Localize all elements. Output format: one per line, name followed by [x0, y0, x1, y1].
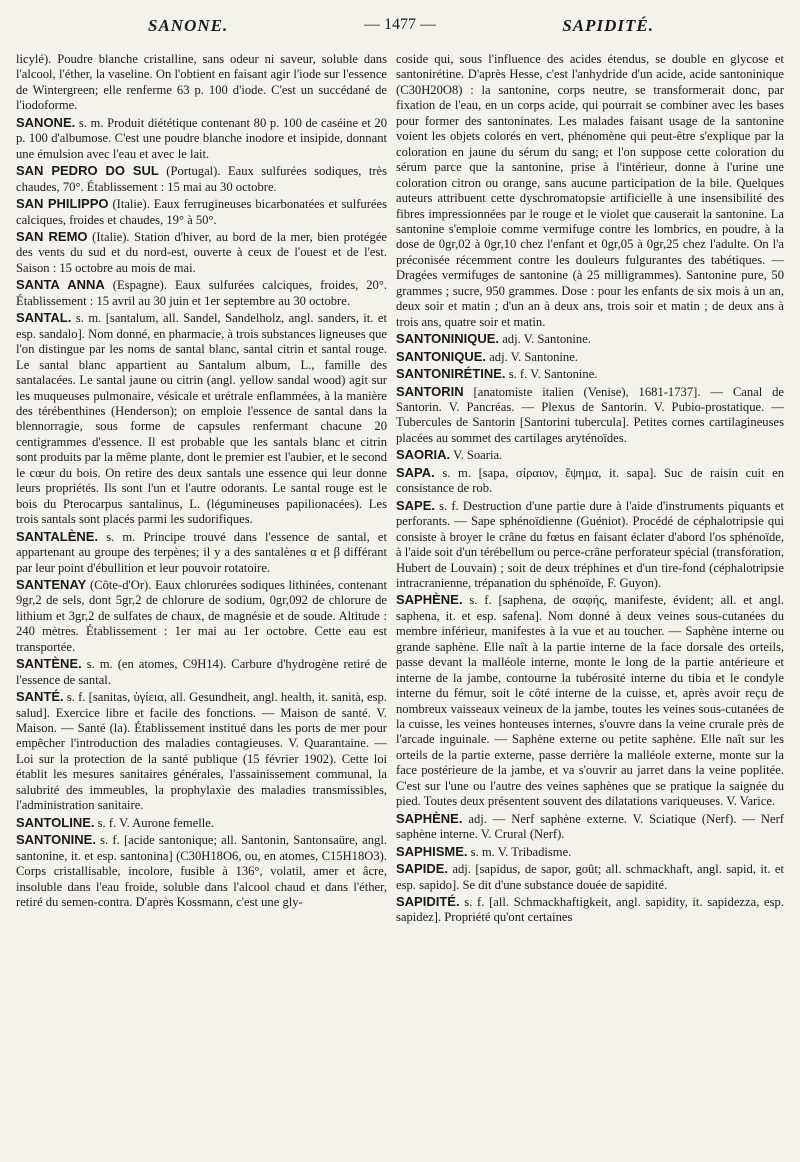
dictionary-entry [396, 861, 784, 893]
entry-headword: SAN REMO [16, 228, 88, 244]
entry-headword: SAPHÈNE. [396, 592, 463, 608]
entry-definition: (Espagne). Eaux sulfurées calciques, froides, 20°. Établissement : 15 avril au 30 juin et 1er septembre au 30 octobre. [16, 278, 388, 308]
entry-definition: s. m. (en atomes, C9H14). Carbure d'hydrogène retiré de l'essence de santal. [16, 657, 387, 687]
entry-definition: s. f. Destruction d'une partie dure à l'aide d'instruments piquants et perforants. — Sape sphénoïdienne (Guéniot). Procédé de céphalotripsie qui consiste à broyer le crâne du fœtus en faisant éclater d'abord l'os sphénoïde, à l'aide soit d'un térébellum ou perce-crâne perforateur spécial (transforation, Hubert de Louvain) ; soit de deux tréphines et d'un tire-fond (céphalotripsie intracranienne, trépanation du sphénoïde, F. Guyon). [396, 498, 784, 590]
page-header [20, 12, 780, 48]
running-head-right: SAPIDITÉ. [562, 16, 654, 35]
entry-definition: coside qui, sous l'influence des acides étendus, se double en glycose et santonirétine. D'après Hesse, c'est l'anhydride d'un acide, acide santoninique (C30H20O8) : la santonine, corps neutre, se transformerait donc, par fixation de l'eau, en un corps acide, qui pourrait se combiner avec les bases pour former des santoninates. Les malades faisant usage de la santonine voient les objets colorés en vert, phénomène qui peut-être s'explique par la coloration en jaune du sérum du sang; et l'on suppose cette coloration du sérum parce que la santonine, prise à l'intérieur, donne à l'urine une coloration citron ou orange, sans aucune participation de la bile. Quelques auteurs attribuent cette dyschromatopsie artificielle à une insensibilité des fibres impressionnées par le rouge et le violet que causerait la santonine. La santonine s'emploie comme vermifuge contre les lombrics, en poudre, à la dose de 0gr,02 à 0gr,10 chez l'enfant et 0gr,05 à 0gr,25 chez l'adulte. On l'a préconisée récemment contre les douleurs fulgurantes des tabétiques. — Dragées vermifuges de santonine (à 25 milligrammes). Santonine pure, 50 grammes ; sucre, 950 grammes. Dose : pour les enfants de six mois à un an, deux soir et matin ; d'un an à deux ans, trois soir et matin ; de deux ans à trois ans, quatre soir et matin. [396, 52, 784, 329]
entry-headword: SANTALÈNE. [16, 528, 99, 544]
dictionary-entry [396, 498, 784, 592]
entry-definition: [anatomiste italien (Venise), 1681-1737]. — Canal de Santorin. V. Pancréas. — Plexus de Santorin. V. Pubio-prostatique. — Tubercules de Santorin [Santorini tubercula]. Petites cornes cartilagineuses placées au sommet des cartilages aryténoïdes. [396, 384, 784, 445]
dictionary-entry [396, 331, 784, 347]
entry-headword: SANTORIN [396, 383, 464, 399]
entry-definition: (Côte-d'Or). Eaux chlorurées sodiques lithinées, contenant 9gr,2 de sels, dont 5gr,2 de chlorure de sodium, 0gr,092 de chlorure de lithium et 3gr,2 de sulfates de chaux, de magnésie et de soude. Altitude : 240 mètres. Établissement : 1er mai au 1er octobre. Cette eau est transportée. [16, 577, 387, 654]
entry-definition: (Italie). Station d'hiver, au bord de la mer, bien protégée des vents du sud et du nord-est, ouverte à ceux de l'ouest et de l'est. Saison : 15 octobre au mois de mai. [16, 229, 387, 275]
entry-headword: SANTONIQUE. [396, 348, 487, 364]
entry-definition: s. f. [saphena, de σαφής, manifeste, évident; all. et angl. saphena, it. et esp. safena]. Nom donné à deux veines sous-cutanées du membre inférieur, manifestes à la vue et au toucher. — Saphène interne ou grande saphène. Elle naît à la partie interne de la face dorsale des orteils, passe devant la malléole interne, monte le long de la partie antérieure et interne de la jambe, contourne la tubérosité interne du tibia et le condyle interne du fémur, soit le côté interne de la cuisse, et, après avoir reçu de nombreux vaisseaux veineux de la jambe, toutes les veines sous-cutanées de la cuisse, les veines honteuses internes, s'ouvre dans la veine crurale près de l'arcade inguinale. — Saphène externe ou petite saphène. Elle naît sur les orteils de la partie externe, passe derrière la malléole externe, monte sur la face postérieure de la jambe, et va s'ouvrir au jarret dans la veine poplitée. C'est sur l'une ou l'autre des veines saphènes que se pratique la saignée du pied. Toutes deux présentent souvent des dilatations variqueuses. V. Varice. [396, 593, 784, 809]
dictionary-entry [396, 465, 784, 497]
entry-headword: SANTONIRÉTINE. [396, 366, 506, 382]
entry-definition: (Portugal). Eaux sulfurées sodiques, très chaudes, 70°. Établissement : 15 mai au 30 octobre. [16, 164, 388, 194]
entry-definition: s. m. Principe trouvé dans l'essence de santal, et appartenant au groupe des terpènes; il y a des santalènes α et β différant par leur point d'ébullition et leur pouvoir rotatoire. [16, 529, 387, 575]
entry-definition: adj. [sapidus, de sapor, goût; all. schmackhaft, angl. sapid, it. et esp. sapido]. Se dit d'une substance douée de sapidité. [396, 862, 784, 892]
entry-definition: s. m. Produit diététique contenant 80 p. 100 de caséine et 20 p. 100 d'albumose. C'est une poudre blanche inodore et insipide, donnant une émulsion avec l'eau et avec le lait. [16, 115, 387, 161]
right-column [396, 52, 784, 926]
entry-definition: s. f. [all. Schmackhaftigkeit, angl. sapidity, it. sapidezza, esp. sapidez]. Propriété qu'ont certaines [396, 895, 784, 925]
entry-headword: SAPIDE. [396, 861, 449, 877]
running-head-left: SANONE. [148, 16, 229, 35]
entry-headword: SAPIDITÉ. [396, 894, 460, 910]
dictionary-entry [16, 577, 387, 655]
entry-headword: SANTONINIQUE. [396, 331, 500, 347]
entry-headword: SANTÉ. [16, 689, 64, 705]
entry-headword: SANTOLINE. [16, 814, 95, 830]
entry-definition: s. f. V. Aurone femelle. [94, 815, 215, 830]
dictionary-entry [16, 656, 387, 688]
entry-headword: SANTÈNE. [16, 656, 82, 672]
entry-definition: licylé). Poudre blanche cristalline, sans odeur ni saveur, soluble dans l'alcool, l'éther, la vaseline. On l'obtient en faisant agir l'iode sur l'essence de Wintergreen; elle renferme 63 p. 100 d'iode. C'est un succédané de l'iodoforme. [16, 52, 387, 113]
dictionary-entry [16, 815, 387, 831]
entry-headword: SANONE. [16, 114, 76, 130]
dictionary-entry [16, 310, 387, 527]
page-number: — 1477 — [364, 16, 436, 33]
dictionary-entry [396, 384, 784, 447]
entry-headword: SAPA. [396, 464, 435, 480]
dictionary-entry [396, 349, 784, 365]
entry-headword: SANTAL. [16, 310, 72, 326]
dictionary-entry [16, 529, 387, 576]
dictionary-entry [16, 196, 387, 228]
dictionary-entry [16, 689, 387, 814]
entry-definition: adj. — Nerf saphène externe. V. Sciatique (Nerf). — Nerf saphène interne. V. Crural (Nerf). [396, 811, 784, 842]
dictionary-entry [396, 447, 784, 463]
dictionary-entry [396, 894, 784, 926]
dictionary-entry [396, 592, 784, 809]
dictionary-entry [396, 844, 784, 860]
entry-headword: SANTENAY [16, 576, 87, 592]
entry-definition: s. m. [santalum, all. Sandel, Sandelholz, angl. sanders, it. et esp. sandalo]. Nom donné, en pharmacie, à trois substances ligneuses que l'on distingue par les noms de santal blanc, santal citrin et santal rouge. Le santal blanc appartient au Santalum album, L., famille des santalacées. Le santal jaune ou citrin (angl. yellow sandal wood) agit sur les muqueuses pulmonaire, vésicale et urétrale enflammées, à la manière des térébenthines (Henderson); on emploie l'essence de santal dans la blennorragie, sous forme de capsules renfermant chacune 20 centigrammes d'essence. Il est probable que les santals blanc et citrin sont produits par la même plante, dont le premier est l'aubier, et le second le cœur du bois. On retire des deux santals une essence qui leur donne leurs propriétés. Ils sont l'un et l'autre odorants. Le santal rouge est le bois du Pterocarpus santalinus, L. (légumineuses papilionacées). Les trois santals sont placés parmi les sudorifiques. [16, 311, 387, 527]
dictionary-entry [396, 366, 784, 382]
dictionary-entry [16, 163, 387, 195]
entry-definition: s. f. [acide santonique; all. Santonin, Santonsaüre, angl. santonine, it. et esp. santonina] (C30H18O6, ou, en atomes, C15H18O3). Corps cristallisable, incolore, fusible à 136°, volatil, amer et âcre, insoluble dans l'eau froide, soluble dans l'alcool chaud et dans l'éther, retiré du semen-contra. D'après Kossmann, c'est une gly- [16, 833, 387, 910]
entry-headword: SAPE. [396, 497, 436, 513]
entry-definition: s. m. V. Tribadisme. [467, 844, 572, 859]
dictionary-entry [396, 811, 784, 843]
entry-headword: SAN PHILIPPO [16, 196, 109, 212]
entry-definition: (Italie). Eaux ferrugineuses bicarbonatées et sulfurées calciques, froides et chaudes, 19° à 50°. [16, 197, 387, 227]
entry-headword: SANTA ANNA [16, 277, 105, 293]
entry-definition: s. f. V. Santonine. [505, 367, 598, 382]
entry-headword: SAPHISME. [396, 843, 468, 859]
entry-headword: SAN PEDRO DO SUL [16, 163, 159, 179]
entry-definition: s. m. [sapa, σίραιον, ἕψημα, it. sapa]. Suc de raisin cuit en consistance de rob. [396, 465, 784, 496]
entry-definition: s. f. [sanitas, ὑγίεια, all. Gesundheit, angl. health, it. sanità, esp. salud]. Exercice libre et facile des fonctions. — Maison de santé. V. Maison. — Santé (la). Établissement institué dans les ports de mer pour empêcher l'introduction des maladies contagieuses. V. Quarantaine. — Loi sur la protection de la santé publique (15 février 1902). Cette loi établit les mesures sanitaires générales, l'assainissement communal, la salubrité des immeubles, la prophylaxie des maladies transmissibles, l'administration sanitaire. [16, 690, 387, 813]
dictionary-entry [16, 229, 387, 276]
dictionary-entry [16, 277, 387, 309]
entry-headword: SANTONINE. [16, 832, 96, 848]
entry-headword: SAORIA. [396, 447, 451, 463]
dictionary-entry [16, 52, 387, 114]
entry-headword: SAPHÈNE. [396, 810, 463, 826]
entry-definition: adj. V. Santonine. [499, 332, 591, 347]
entry-definition: adj. V. Santonine. [486, 349, 578, 364]
dictionary-entry [16, 832, 387, 910]
dictionary-entry [16, 115, 387, 162]
left-column [16, 52, 387, 910]
dictionary-entry [396, 52, 784, 330]
entry-definition: V. Soaria. [450, 448, 503, 463]
